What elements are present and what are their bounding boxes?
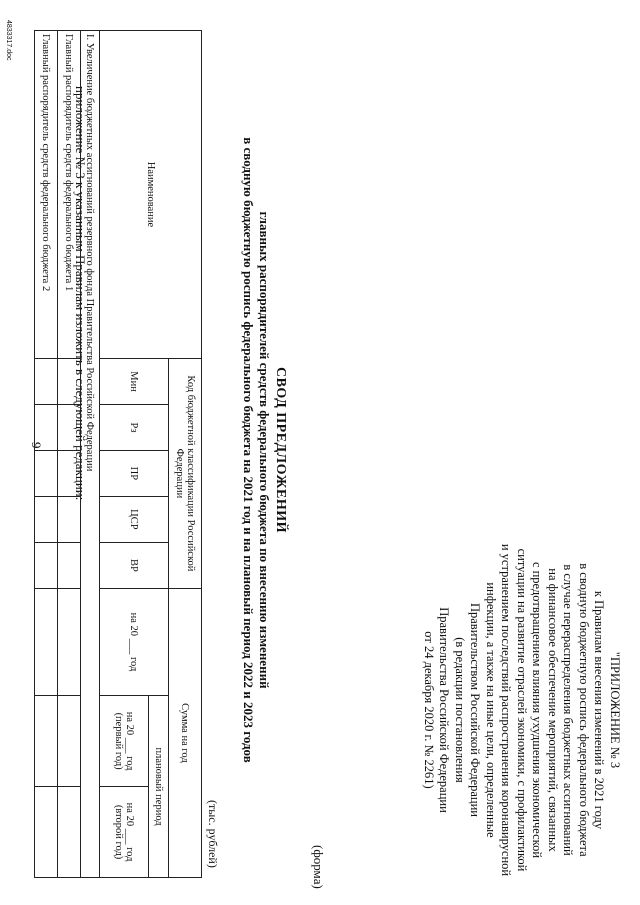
page-number: 9 <box>29 442 44 449</box>
header-sum: Сумма на год <box>169 588 202 877</box>
empty-cell <box>35 405 58 451</box>
appendix-line: ситуации на развитие отраслей экономики, с профилактикой <box>515 548 529 872</box>
proposals-table <box>34 30 202 878</box>
section-label: I. Увеличение бюджетных ассигнований резервного фонда Правительства Российской Федерации <box>81 31 100 878</box>
empty-cell <box>35 450 58 496</box>
appendix-line: (в редакции постановления <box>453 637 467 783</box>
document-id: 4833317.doc <box>5 20 12 61</box>
row-name: Главный распорядитель средств федерального бюджета 1 <box>58 31 81 359</box>
header-code-col: Рз <box>100 405 169 451</box>
appendix-line: и устранением последствий распространения коронавирусной <box>499 543 514 877</box>
appendix-line: к Правилам внесения изменений в 2021 году <box>592 590 607 830</box>
empty-cell <box>58 496 81 542</box>
empty-cell <box>35 696 58 787</box>
appendix-line: на финансовое обеспечение мероприятий, связанных <box>546 568 560 852</box>
header-code: Код бюджетной классификации Российской Федерации <box>169 358 202 588</box>
appendix-line: "ПРИЛОЖЕНИЕ № 3 <box>608 651 622 769</box>
appendix-line: в случае перераспределения бюджетных ассигнований <box>561 564 576 856</box>
header-code-col: ЦСР <box>100 496 169 542</box>
row-name: Главный распорядитель средств федерального бюджета 2 <box>35 31 58 359</box>
empty-cell <box>35 588 58 695</box>
header-year-second: на 20 ___ год (второй год) <box>100 787 149 878</box>
document-title <box>240 40 288 860</box>
empty-cell <box>58 405 81 451</box>
empty-cell <box>35 496 58 542</box>
empty-cell <box>58 358 81 404</box>
empty-cell <box>35 787 58 878</box>
appendix-line: с предотвращением влияния ухудшения экономической <box>530 561 545 859</box>
header-code-col: Мин <box>100 358 169 404</box>
header-year-current: на 20 ___ год <box>100 588 169 695</box>
empty-cell <box>58 588 81 695</box>
appendix-line: инфекции, а также на иные цели, определенные <box>484 582 498 838</box>
title-line: в сводную бюджетную роспись федерального бюджета на 2021 год и на плановый период 2022 и 2023 годов <box>241 137 256 763</box>
units-label: (тыс. рублей) <box>206 800 220 868</box>
empty-cell <box>58 787 81 878</box>
empty-cell <box>35 542 58 588</box>
header-planned-period: плановый период <box>148 696 168 878</box>
appendix-line: от 24 декабря 2020 г. № 2261) <box>422 631 436 789</box>
appendix-line: в сводную бюджетную роспись федерального бюджета <box>577 563 591 857</box>
table-section-row <box>81 31 100 878</box>
title-line: главных распорядителей средств федерального бюджета по внесению изменений <box>257 211 272 689</box>
table-row <box>58 31 81 878</box>
header-year-first: на 20 ___ год (первый год) <box>100 696 149 787</box>
empty-cell <box>58 450 81 496</box>
appendix-line: Правительством Российской Федерации <box>468 602 483 817</box>
title-main: СВОД ПРЕДЛОЖЕНИЙ <box>273 366 288 533</box>
empty-cell <box>58 542 81 588</box>
header-code-col: ПР <box>100 450 169 496</box>
table-header-row <box>169 31 202 878</box>
empty-cell <box>35 358 58 404</box>
appendix-line: Правительства Российской Федерации <box>437 607 452 813</box>
form-label: (форма) <box>311 845 326 889</box>
appendix-header <box>421 520 623 900</box>
intro-text: приложение № 3 к указанным Правилам изложить в следующей редакции: <box>73 86 88 501</box>
header-code-col: ВР <box>100 542 169 588</box>
table-row <box>35 31 58 878</box>
header-name: Наименование <box>100 31 202 359</box>
empty-cell <box>58 696 81 787</box>
